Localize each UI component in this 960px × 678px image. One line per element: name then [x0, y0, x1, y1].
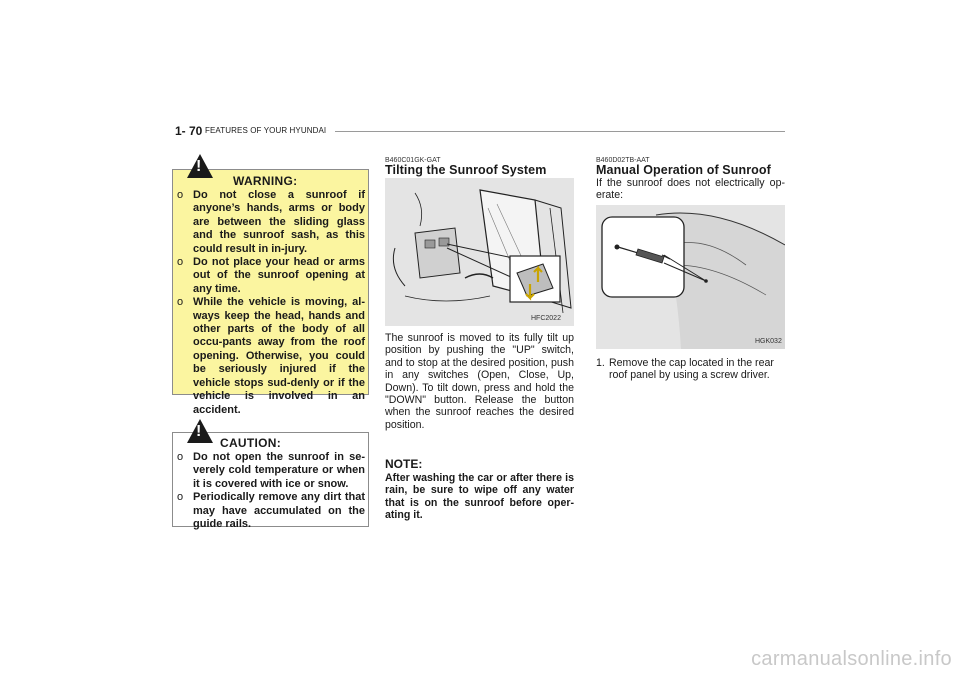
caution-title: CAUTION: [220, 436, 282, 450]
warning-box [172, 158, 369, 416]
caution-item-text: Do not open the sunroof in se-verely cold temperature or when it is covered with ice or snow. [193, 451, 365, 490]
step-text: Remove the cap located in the rear roof panel by using a screw driver. [609, 357, 774, 382]
caution-item-text: Periodically remove any dirt that may have accumulated on the guide rails. [193, 491, 365, 531]
warning-item [177, 189, 365, 256]
manual-intro: If the sunroof does not electrically op-erate: [596, 177, 785, 202]
caution-list [177, 451, 365, 531]
manual-figure-label: HGK032 [755, 338, 782, 345]
bullet: o [177, 189, 184, 201]
warning-item [177, 256, 365, 296]
warning-alert-mark: ! [196, 158, 202, 175]
note-title: NOTE: [385, 457, 423, 471]
page-number: 1- 70 [175, 124, 203, 138]
manual-heading: Manual Operation of Sunroof [596, 163, 771, 177]
manual-section-code: B460D02TB-AAT [596, 157, 650, 164]
watermark: carmanualsonline.info [751, 648, 952, 670]
warning-list [177, 189, 365, 417]
warning-item-text: While the vehicle is moving, al-ways keep the head, hands and other parts of the body of all occu-pants away from the roof opening. Otherwise, you could be seriously injured if the vehicle stops sud-denly or if the vehicle is involved in an accident. [193, 296, 365, 416]
caution-item [177, 451, 365, 491]
tilt-heading: Tilting the Sunroof System [385, 163, 547, 177]
section-name: FEATURES OF YOUR HYUNDAI [205, 126, 327, 135]
step-number: 1. [596, 357, 605, 369]
manual-figure [596, 205, 785, 349]
tilt-section-code: B460C01GK-GAT [385, 157, 441, 164]
warning-item-text: Do not place your head or arms out of the sunroof opening at any time. [193, 256, 365, 295]
tilt-figure [385, 178, 574, 326]
bullet: o [177, 256, 184, 269]
bullet: o [177, 491, 184, 504]
caution-box [172, 423, 369, 531]
sunroof-switch-illustration [385, 178, 574, 326]
bullet: o [177, 296, 184, 309]
warning-title: WARNING: [233, 174, 298, 188]
note-text: After washing the car or after there is rain, be sure to wipe off any water that is on the sunroof before oper-ating it. [385, 472, 574, 522]
warning-item [177, 296, 365, 417]
warning-item-text: Do not close a sunroof if anyone’s hands, arms or body are between the sliding glass and the sunroof sash, as this could result in in-jury. [193, 189, 365, 255]
warning-alert-icon [187, 154, 213, 178]
bullet: o [177, 451, 184, 463]
tilt-body: The sunroof is moved to its fully tilt up position by pushing the "UP" switch, and to stop at the desired position, push in any switches (Open, Close, Up, Down). To tilt down, press and hold the "DOWN" button. Release the button when the sunroof reaches the desired position. [385, 332, 574, 431]
caution-alert-mark: ! [196, 423, 202, 440]
manual-step-1 [596, 357, 785, 382]
caution-item [177, 491, 365, 531]
caution-alert-icon [187, 419, 213, 443]
tilt-figure-label: HFC2022 [531, 315, 561, 322]
header-rule [335, 131, 785, 132]
screwdriver-illustration [596, 205, 785, 349]
page-header [175, 124, 785, 140]
